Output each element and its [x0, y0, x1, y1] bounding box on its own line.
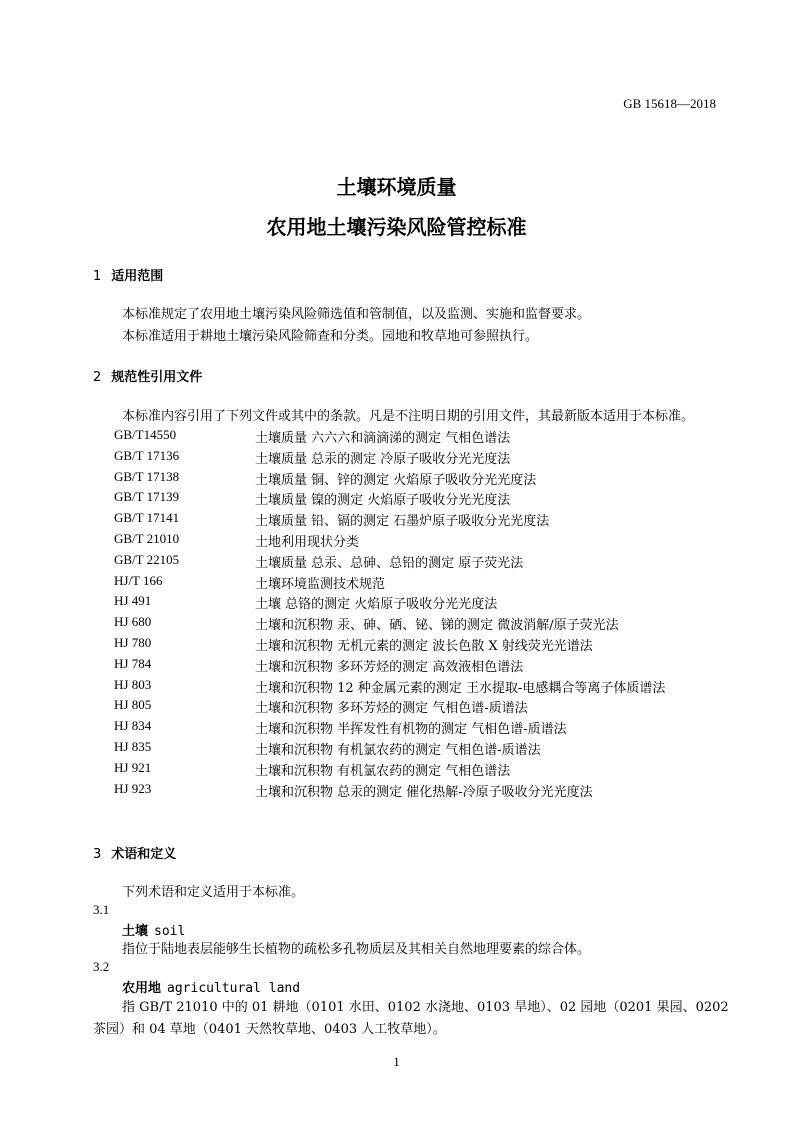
reference-code: HJ 834: [114, 718, 152, 734]
reference-title: 土壤和沉积物 半挥发性有机物的测定 气相色谱-质谱法: [255, 722, 567, 738]
section-1-paragraph: 本标准适用于耕地土壤污染风险筛查和分类。园地和牧草地可参照执行。: [122, 329, 539, 344]
page-number: 1: [393, 1054, 400, 1069]
reference-title: 土壤和沉积物 有机氯农药的测定 气相色谱-质谱法: [255, 743, 541, 758]
reference-code: GB/T 17138: [114, 468, 180, 484]
reference-row: [114, 573, 714, 593]
reference-title: 土壤质量 铅、镉的测定 石墨炉原子吸收分光光度法: [255, 514, 550, 530]
reference-code: HJ 680: [114, 614, 152, 630]
reference-code: GB/T 17141: [114, 510, 180, 526]
reference-code: HJ 921: [114, 759, 152, 775]
reference-code: HJ/T 166: [114, 572, 163, 588]
term-number: 3.1: [93, 902, 110, 917]
reference-title: 土壤和沉积物 无机元素的测定 波长色散 X 射线荧光光谱法: [255, 639, 593, 654]
reference-row: [114, 427, 714, 447]
reference-row: [114, 656, 714, 676]
term-definition-continued: 茶园）和 04 草地（0401 天然牧草地、0403 人工牧草地）。: [93, 1022, 446, 1037]
reference-row: [114, 469, 714, 489]
reference-row: [114, 635, 714, 655]
term-number: 3.2: [93, 959, 110, 974]
standard-code: GB 15618—2018: [623, 96, 716, 111]
section-1-paragraph: 本标准规定了农用地土壤污染风险筛选值和管制值，以及监测、实施和监督要求。: [122, 307, 591, 322]
term-name-cn: 土壤: [122, 924, 149, 939]
reference-title: 土壤质量 六六六和滴滴涕的测定 气相色谱法: [255, 431, 511, 446]
reference-code: GB/T14550: [114, 427, 177, 442]
reference-row: [114, 697, 714, 717]
reference-title: 土壤和沉积物 12 种金属元素的测定 王水提取-电感耦合等离子体质谱法: [255, 680, 666, 696]
reference-row: [114, 510, 714, 530]
reference-code: GB/T 17139: [114, 489, 180, 505]
term-name: [122, 977, 300, 996]
section-2-intro: 本标准内容引用了下列文件或其中的条款。凡是不注明日期的引用文件，其最新版本适用于本标准。: [122, 409, 695, 424]
term-name-cn: 农用地: [122, 981, 162, 996]
reference-title: 土壤和沉积物 多环芳烃的测定 气相色谱-质谱法: [255, 701, 528, 717]
term-name-en: soil: [154, 924, 186, 939]
reference-title: 土壤和沉积物 有机氯农药的测定 气相色谱法: [255, 763, 511, 779]
section-1-title: 适用范围: [111, 269, 164, 284]
section-2-heading: [93, 366, 202, 385]
reference-row: [114, 614, 714, 634]
term-name-en: agricultural land: [167, 981, 301, 996]
reference-title: 土壤 总铬的测定 火焰原子吸收分光光度法: [255, 597, 498, 613]
reference-row: [114, 677, 714, 697]
reference-code: GB/T 21010: [114, 531, 180, 546]
reference-code: HJ 803: [114, 676, 152, 692]
reference-row: [114, 739, 714, 759]
reference-code: HJ 491: [114, 593, 152, 609]
section-2-title: 规范性引用文件: [111, 370, 203, 385]
section-3-number: 3: [93, 847, 102, 862]
section-3-title: 术语和定义: [111, 847, 177, 862]
reference-title: 土壤和沉积物 总汞的测定 催化热解-冷原子吸收分光光度法: [255, 784, 593, 800]
section-2-number: 2: [93, 370, 102, 385]
reference-row: [114, 718, 714, 738]
document-title-line1: 土壤环境质量: [336, 175, 457, 199]
section-3-heading: [93, 843, 176, 862]
reference-title: 土壤质量 镍的测定 火焰原子吸收分光光度法: [255, 493, 511, 509]
section-1-heading: [93, 265, 163, 284]
reference-title: 土壤环境监测技术规范: [255, 576, 386, 592]
reference-row: [114, 760, 714, 780]
term-definition: 指 GB/T 21010 中的 01 耕地（0101 水田、0102 水浇地、0103 旱地）、02 园地（0201 果园、0202: [122, 1000, 729, 1015]
reference-title: 土壤和沉积物 多环芳烃的测定 高效液相色谱法: [255, 659, 524, 675]
reference-title: 土壤和沉积物 汞、砷、硒、铋、锑的测定 微波消解/原子荧光法: [255, 618, 619, 634]
reference-title: 土壤质量 总汞的测定 冷原子吸收分光光度法: [255, 451, 511, 467]
term-definition: 指位于陆地表层能够生长植物的疏松多孔物质层及其相关自然地理要素的综合体。: [122, 942, 591, 957]
reference-row: [114, 448, 714, 468]
reference-row: [114, 552, 714, 572]
reference-title: 土壤质量 铜、锌的测定 火焰原子吸收分光光度法: [255, 472, 537, 488]
reference-code: HJ 835: [114, 739, 152, 754]
reference-row: [114, 781, 714, 801]
reference-title: 土地利用现状分类: [255, 535, 360, 550]
reference-row: [114, 593, 714, 613]
document-title-line2: 农用地土壤污染风险管控标准: [266, 215, 527, 239]
reference-code: HJ 805: [114, 697, 152, 713]
reference-code: HJ 780: [114, 635, 152, 650]
section-1-number: 1: [93, 269, 102, 284]
term-name: [122, 920, 185, 939]
reference-code: GB/T 22105: [114, 551, 180, 567]
section-3-intro: 下列术语和定义适用于本标准。: [122, 885, 305, 900]
reference-code: HJ 784: [114, 655, 152, 671]
reference-row: [114, 489, 714, 509]
reference-row: [114, 531, 714, 551]
reference-title: 土壤质量 总汞、总砷、总铅的测定 原子荧光法: [255, 555, 524, 571]
reference-code: GB/T 17136: [114, 447, 180, 463]
reference-code: HJ 923: [114, 780, 152, 796]
